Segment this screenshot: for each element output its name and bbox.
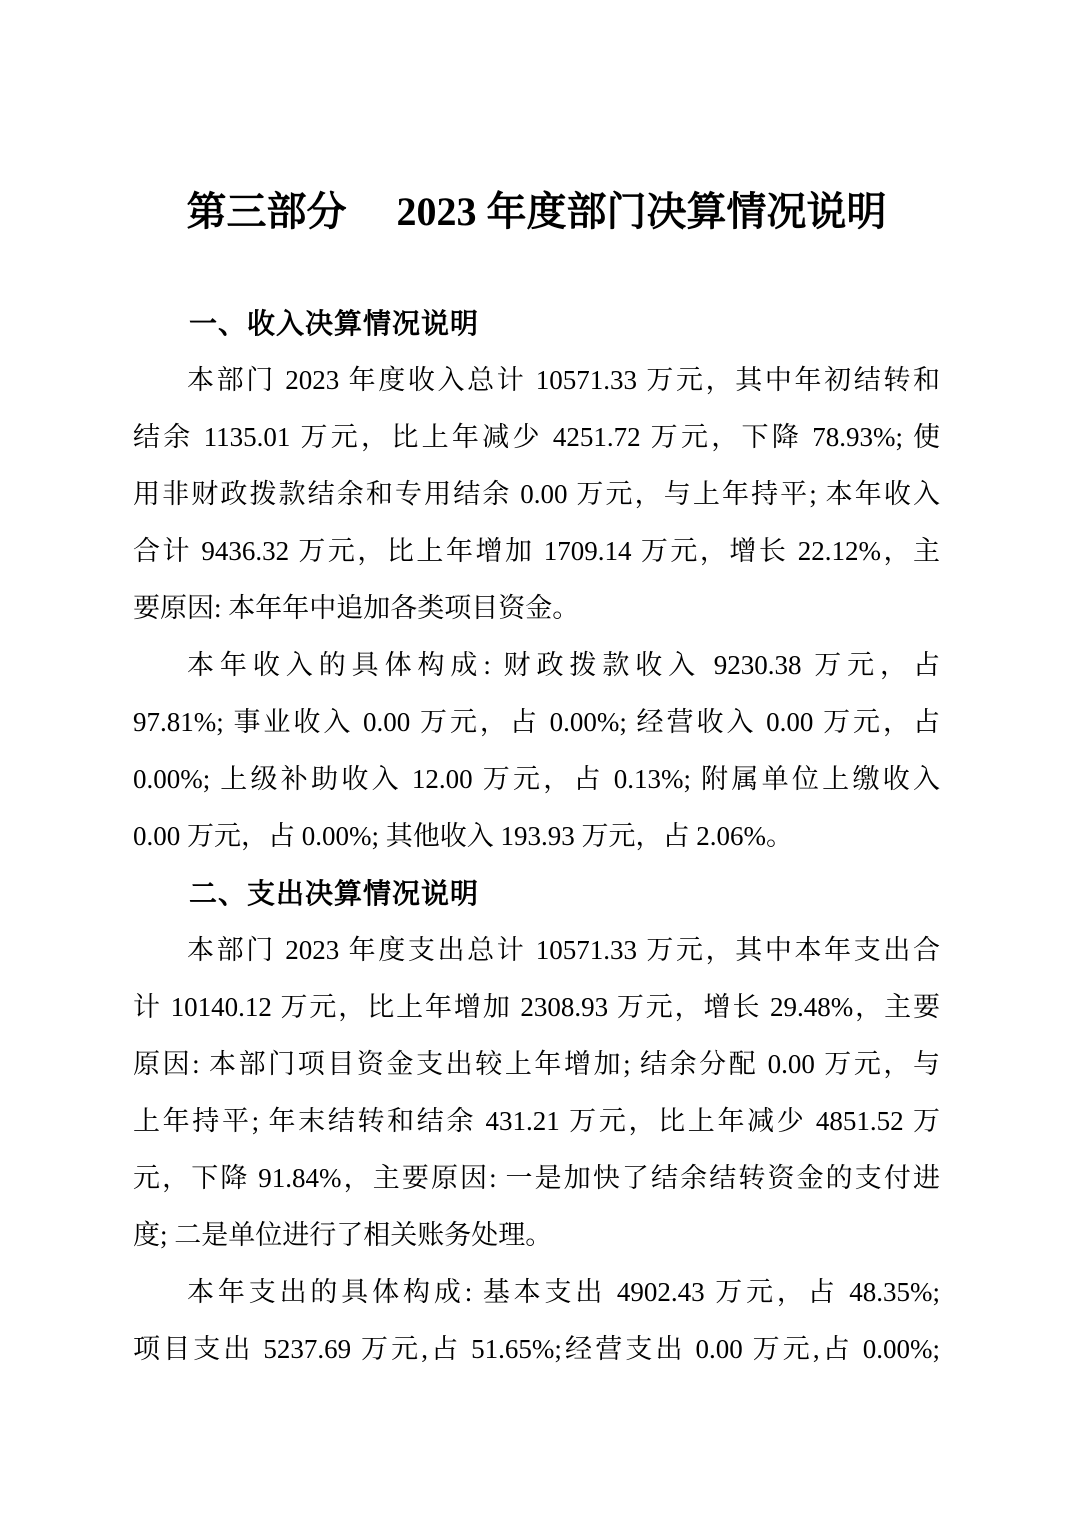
text-line: 要原因: 本年年中追加各类项目资金。 [133, 593, 580, 623]
text-line: 计 10140.12 万元，比上年增加 2308.93 万元，增长 29.48%，主要 [133, 992, 940, 1022]
text-line: 本部门 2023 年度支出总计 10571.33 万元，其中本年支出合 [187, 935, 940, 965]
section-income-heading: 一、收入决算情况说明 [189, 308, 480, 339]
section-expenditure-heading: 二、支出决算情况说明 [189, 878, 480, 909]
text-line: 结余 1135.01 万元，比上年减少 4251.72 万元，下降 78.93%; 使 [133, 422, 940, 452]
document-body [133, 295, 940, 1378]
text-line: 元，下降 91.84%，主要原因: 一是加快了结余结转资金的支付进 [133, 1163, 940, 1193]
text-line: 97.81%; 事业收入 0.00 万元，占 0.00%; 经营收入 0.00 万元，占 [133, 707, 940, 737]
expenditure-summary-paragraph [133, 922, 940, 1264]
text-line: 本部门 2023 年度收入总计 10571.33 万元，其中年初结转和 [187, 365, 940, 395]
expenditure-composition-paragraph [133, 1264, 940, 1378]
text-line: 项目支出 5237.69 万元,占 51.65%;经营支出 0.00 万元,占 0.00%; [133, 1334, 940, 1364]
text-line: 合计 9436.32 万元，比上年增加 1709.14 万元，增长 22.12%，主 [133, 536, 940, 566]
income-summary-paragraph [133, 352, 940, 637]
income-composition-paragraph [133, 637, 940, 865]
text-line: 本年收入的具体构成: 财政拨款收入 9230.38 万元，占 [187, 650, 940, 680]
text-line: 0.00 万元，占 0.00%; 其他收入 193.93 万元，占 2.06%。 [133, 821, 793, 851]
text-line: 度; 二是单位进行了相关账务处理。 [133, 1220, 553, 1250]
text-line: 0.00%; 上级补助收入 12.00 万元，占 0.13%; 附属单位上缴收入 [133, 764, 940, 794]
document-title: 第三部分 2023 年度部门决算情况说明 [186, 189, 887, 234]
text-line: 本年支出的具体构成: 基本支出 4902.43 万元，占 48.35%; [187, 1277, 940, 1307]
text-line: 原因: 本部门项目资金支出较上年增加; 结余分配 0.00 万元，与 [133, 1049, 940, 1079]
text-line: 上年持平; 年末结转和结余 431.21 万元，比上年减少 4851.52 万 [133, 1106, 940, 1136]
text-line: 用非财政拨款结余和专用结余 0.00 万元，与上年持平; 本年收入 [133, 479, 940, 509]
